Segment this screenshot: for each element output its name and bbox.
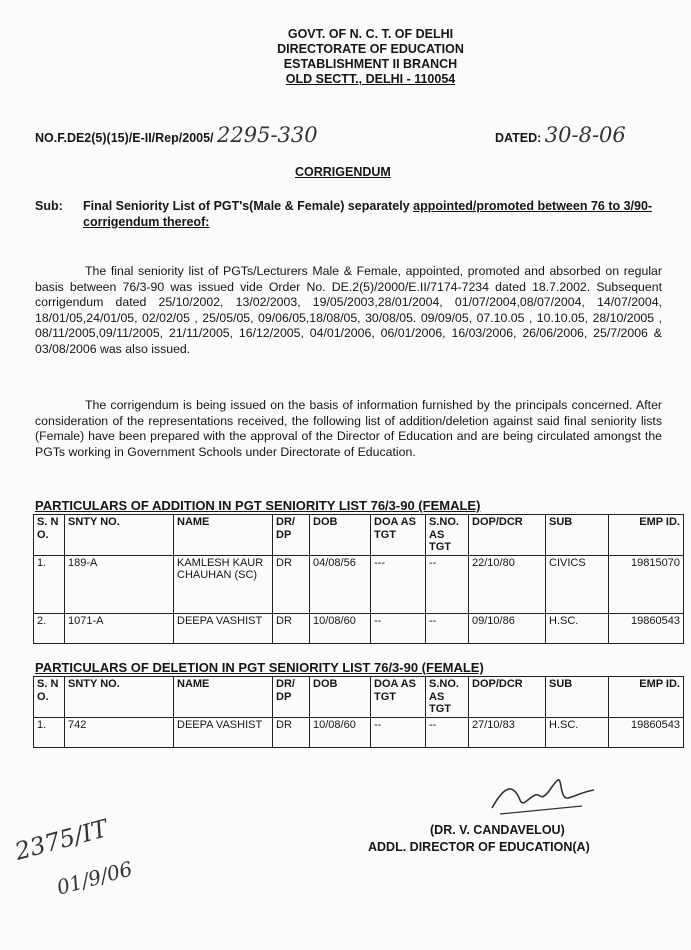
table-header-row — [34, 515, 684, 556]
column-header: DOP/DCR — [469, 677, 546, 718]
addition-heading: PARTICULARS OF ADDITION IN PGT SENIORITY LIST 76/3-90 (FEMALE) — [35, 498, 481, 513]
column-header: SUB — [546, 677, 609, 718]
table-cell: 10/08/60 — [310, 613, 371, 643]
body-paragraph-2: The corrigendum is being issued on the basis of information furnished by the principals concerned. After consideration of the representations received, the following list of addition/deletion against said final seniority lists (Female) have been prepared with the approval of the Director of Education and are being circulated amongst the PGTs working in Government Schools under Directorate of Education. — [35, 398, 662, 459]
column-header: SNTY NO. — [65, 677, 174, 718]
signatory-name: (DR. V. CANDAVELOU) — [430, 823, 565, 837]
column-header: DOB — [310, 515, 371, 556]
reference-number-handwritten: 2295-330 — [217, 123, 318, 147]
table-cell: 10/08/60 — [310, 717, 371, 747]
reference-number — [35, 123, 318, 147]
table-cell: 19815070 — [609, 555, 684, 613]
column-header: SNTY NO. — [65, 515, 174, 556]
signatory-designation: ADDL. DIRECTOR OF EDUCATION(A) — [368, 840, 590, 854]
column-header: SUB — [546, 515, 609, 556]
table-cell: 189-A — [65, 555, 174, 613]
column-header: NAME — [174, 677, 273, 718]
handwritten-annotation-date: 01/9/06 — [54, 856, 135, 900]
column-header: DOA AS TGT — [371, 515, 426, 556]
table-cell: -- — [426, 555, 469, 613]
column-header: S.NO. AS TGT — [426, 677, 469, 718]
table-cell: 22/10/80 — [469, 555, 546, 613]
signature-scribble — [482, 770, 602, 820]
table-cell: 2. — [34, 613, 65, 643]
table-row — [34, 555, 684, 613]
table-header-row — [34, 677, 684, 718]
table-cell: 19860543 — [609, 717, 684, 747]
table-row — [34, 717, 684, 747]
table-cell: H.SC. — [546, 717, 609, 747]
header-line-govt: GOVT. OF N. C. T. OF DELHI — [287, 27, 454, 41]
table-cell: CIVICS — [546, 555, 609, 613]
handwritten-annotation-number: 2375/IT — [11, 814, 111, 866]
dated-handwritten: 30-8-06 — [544, 123, 626, 147]
reference-number-label: NO.F.DE2(5)(15)/E-II/Rep/2005/ — [35, 131, 214, 145]
column-header: S.NO. AS TGT — [426, 515, 469, 556]
header-line-directorate: DIRECTORATE OF EDUCATION — [277, 42, 464, 56]
table-cell: DEEPA VASHIST — [174, 613, 273, 643]
table-cell: 04/08/56 — [310, 555, 371, 613]
table-cell: 19860543 — [609, 613, 684, 643]
table-cell: 09/10/86 — [469, 613, 546, 643]
deletion-heading: PARTICULARS OF DELETION IN PGT SENIORITY LIST 76/3-90 (FEMALE) — [35, 660, 484, 675]
subject-label: Sub: — [35, 199, 63, 213]
column-header: EMP ID. — [609, 515, 684, 556]
table-cell: 1071-A — [65, 613, 174, 643]
table-cell: DR — [273, 555, 310, 613]
table-cell: 27/10/83 — [469, 717, 546, 747]
table-cell: 1. — [34, 555, 65, 613]
column-header: EMP ID. — [609, 677, 684, 718]
table-cell: -- — [371, 613, 426, 643]
table-row — [34, 613, 684, 643]
table-cell: DR — [273, 613, 310, 643]
table-cell: DEEPA VASHIST — [174, 717, 273, 747]
subject-text-underlined: appointed/promoted between 76 to 3/90- corrigendum thereof: — [83, 199, 653, 229]
column-header: DR/ DP — [273, 515, 310, 556]
table-cell: -- — [371, 717, 426, 747]
subject-text: Final Seniority List of PGT's(Male & Female) separately — [83, 199, 414, 213]
column-header: DR/ DP — [273, 677, 310, 718]
dated-label: DATED: — [495, 131, 542, 145]
document-title: CORRIGENDUM — [295, 165, 391, 179]
table-cell: H.SC. — [546, 613, 609, 643]
table-cell: KAMLESH KAUR CHAUHAN (SC) — [174, 555, 273, 613]
column-header: NAME — [174, 515, 273, 556]
addition-table — [33, 514, 684, 644]
table-cell: -- — [426, 717, 469, 747]
letterhead — [0, 27, 691, 87]
column-header: DOA AS TGT — [371, 677, 426, 718]
deletion-table — [33, 676, 684, 748]
dated — [495, 123, 626, 147]
column-header: S. N O. — [34, 515, 65, 556]
column-header: S. N O. — [34, 677, 65, 718]
table-cell: DR — [273, 717, 310, 747]
header-line-branch: ESTABLISHMENT II BRANCH — [283, 57, 458, 71]
column-header: DOP/DCR — [469, 515, 546, 556]
table-cell: 1. — [34, 717, 65, 747]
header-line-address: OLD SECTT., DELHI - 110054 — [285, 72, 456, 86]
table-cell: 742 — [65, 717, 174, 747]
column-header: DOB — [310, 677, 371, 718]
table-cell: -- — [426, 613, 469, 643]
table-cell: --- — [371, 555, 426, 613]
body-paragraph-1: The final seniority list of PGTs/Lecturers Male & Female, appointed, promoted and absorbed on regular basis between 76/3-90 was issued vide Order No. DE.2(5)/2000/E.II/7174-7234 dated 18.7.2002. Subsequent corrigendum dated 25/10/2002, 13/02/2003, 19/05/2003,28/01/2004, 01/07/2004,08/07/2004, 14/07/2004, 18/01/05,24/01/05, 02/02/05 , 25/05/05, 09/06/05,18/08/05, 30/08/05. 09/09/05, 07.10.05 , 10.10.05, 28/10/2005 , 08/11/2005,09/11/2005, 21/11/2005, 16/12/2005, 04/01/2006, 06/01/2006, 16/03/2006, 26/06/2006, 25/7/2006 & 03/08/2006 was also issued. — [35, 264, 662, 356]
